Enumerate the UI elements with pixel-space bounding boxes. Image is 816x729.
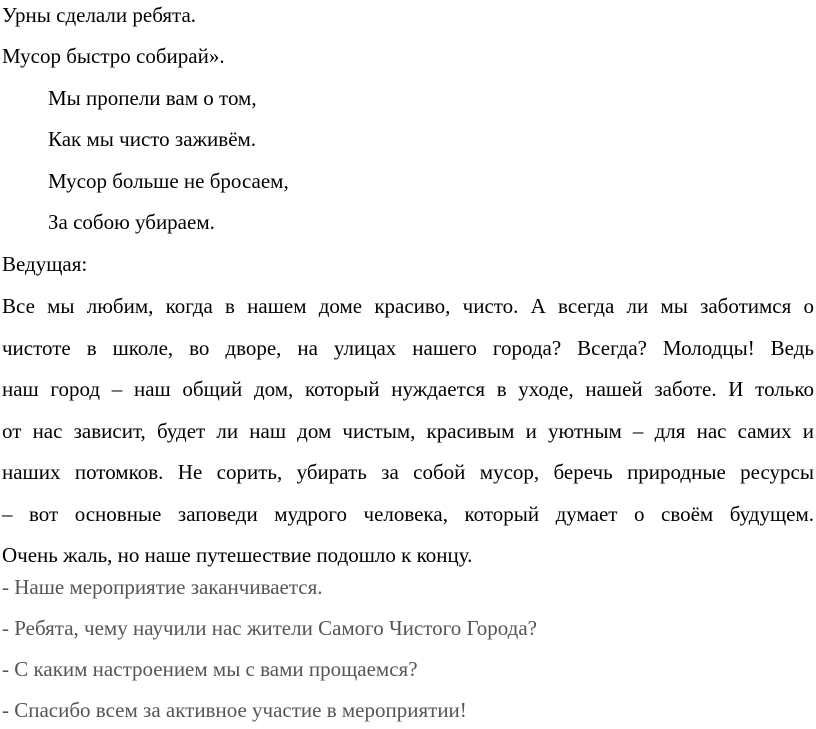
poem-line-2: Мусор быстро собирай».	[2, 44, 225, 68]
paragraph-line-7: Очень жаль, но наше путешествие подошло к концу.	[2, 543, 473, 567]
poem-line-6: За собою убираем.	[48, 210, 215, 234]
speaker-label: Ведущая:	[2, 252, 88, 276]
poem-line-3: Мы пропели вам о том,	[48, 86, 257, 110]
paragraph-line-2: чистоте в школе, во дворе, на улицах нашего города? Всегда? Молодцы! Ведь	[2, 335, 814, 360]
closing-line-1: - Наше мероприятие заканчивается.	[2, 575, 323, 599]
poem-line-4: Как мы чисто заживём.	[48, 127, 257, 151]
paragraph-line-1: Все мы любим, когда в нашем доме красиво, чисто. А всегда ли мы заботимся о	[2, 294, 814, 318]
poem-line-5: Мусор больше не бросаем,	[48, 169, 289, 193]
paragraph-line-6: – вот основные заповеди мудрого человека, который думает о своём будущем.	[2, 501, 814, 526]
paragraph-line-3: наш город – наш общий дом, который нуждается в уходе, нашей заботе. И только	[2, 377, 814, 401]
closing-line-4: - Спасибо всем за активное участие в мероприятии!	[2, 698, 467, 722]
poem-line-1: Урны сделали ребята.	[2, 3, 197, 27]
paragraph-line-4: от нас зависит, будет ли наш дом чистым, красивым и уютным – для нас самих и	[2, 418, 814, 443]
paragraph-line-5: наших потомков. Не сорить, убирать за собой мусор, беречь природные ресурсы	[2, 460, 814, 484]
closing-line-3: - С каким настроением мы с вами прощаемся?	[2, 657, 418, 681]
main-paragraph	[2, 286, 814, 577]
closing-line-2: - Ребята, чему научили нас жители Самого Чистого Города?	[2, 616, 537, 640]
